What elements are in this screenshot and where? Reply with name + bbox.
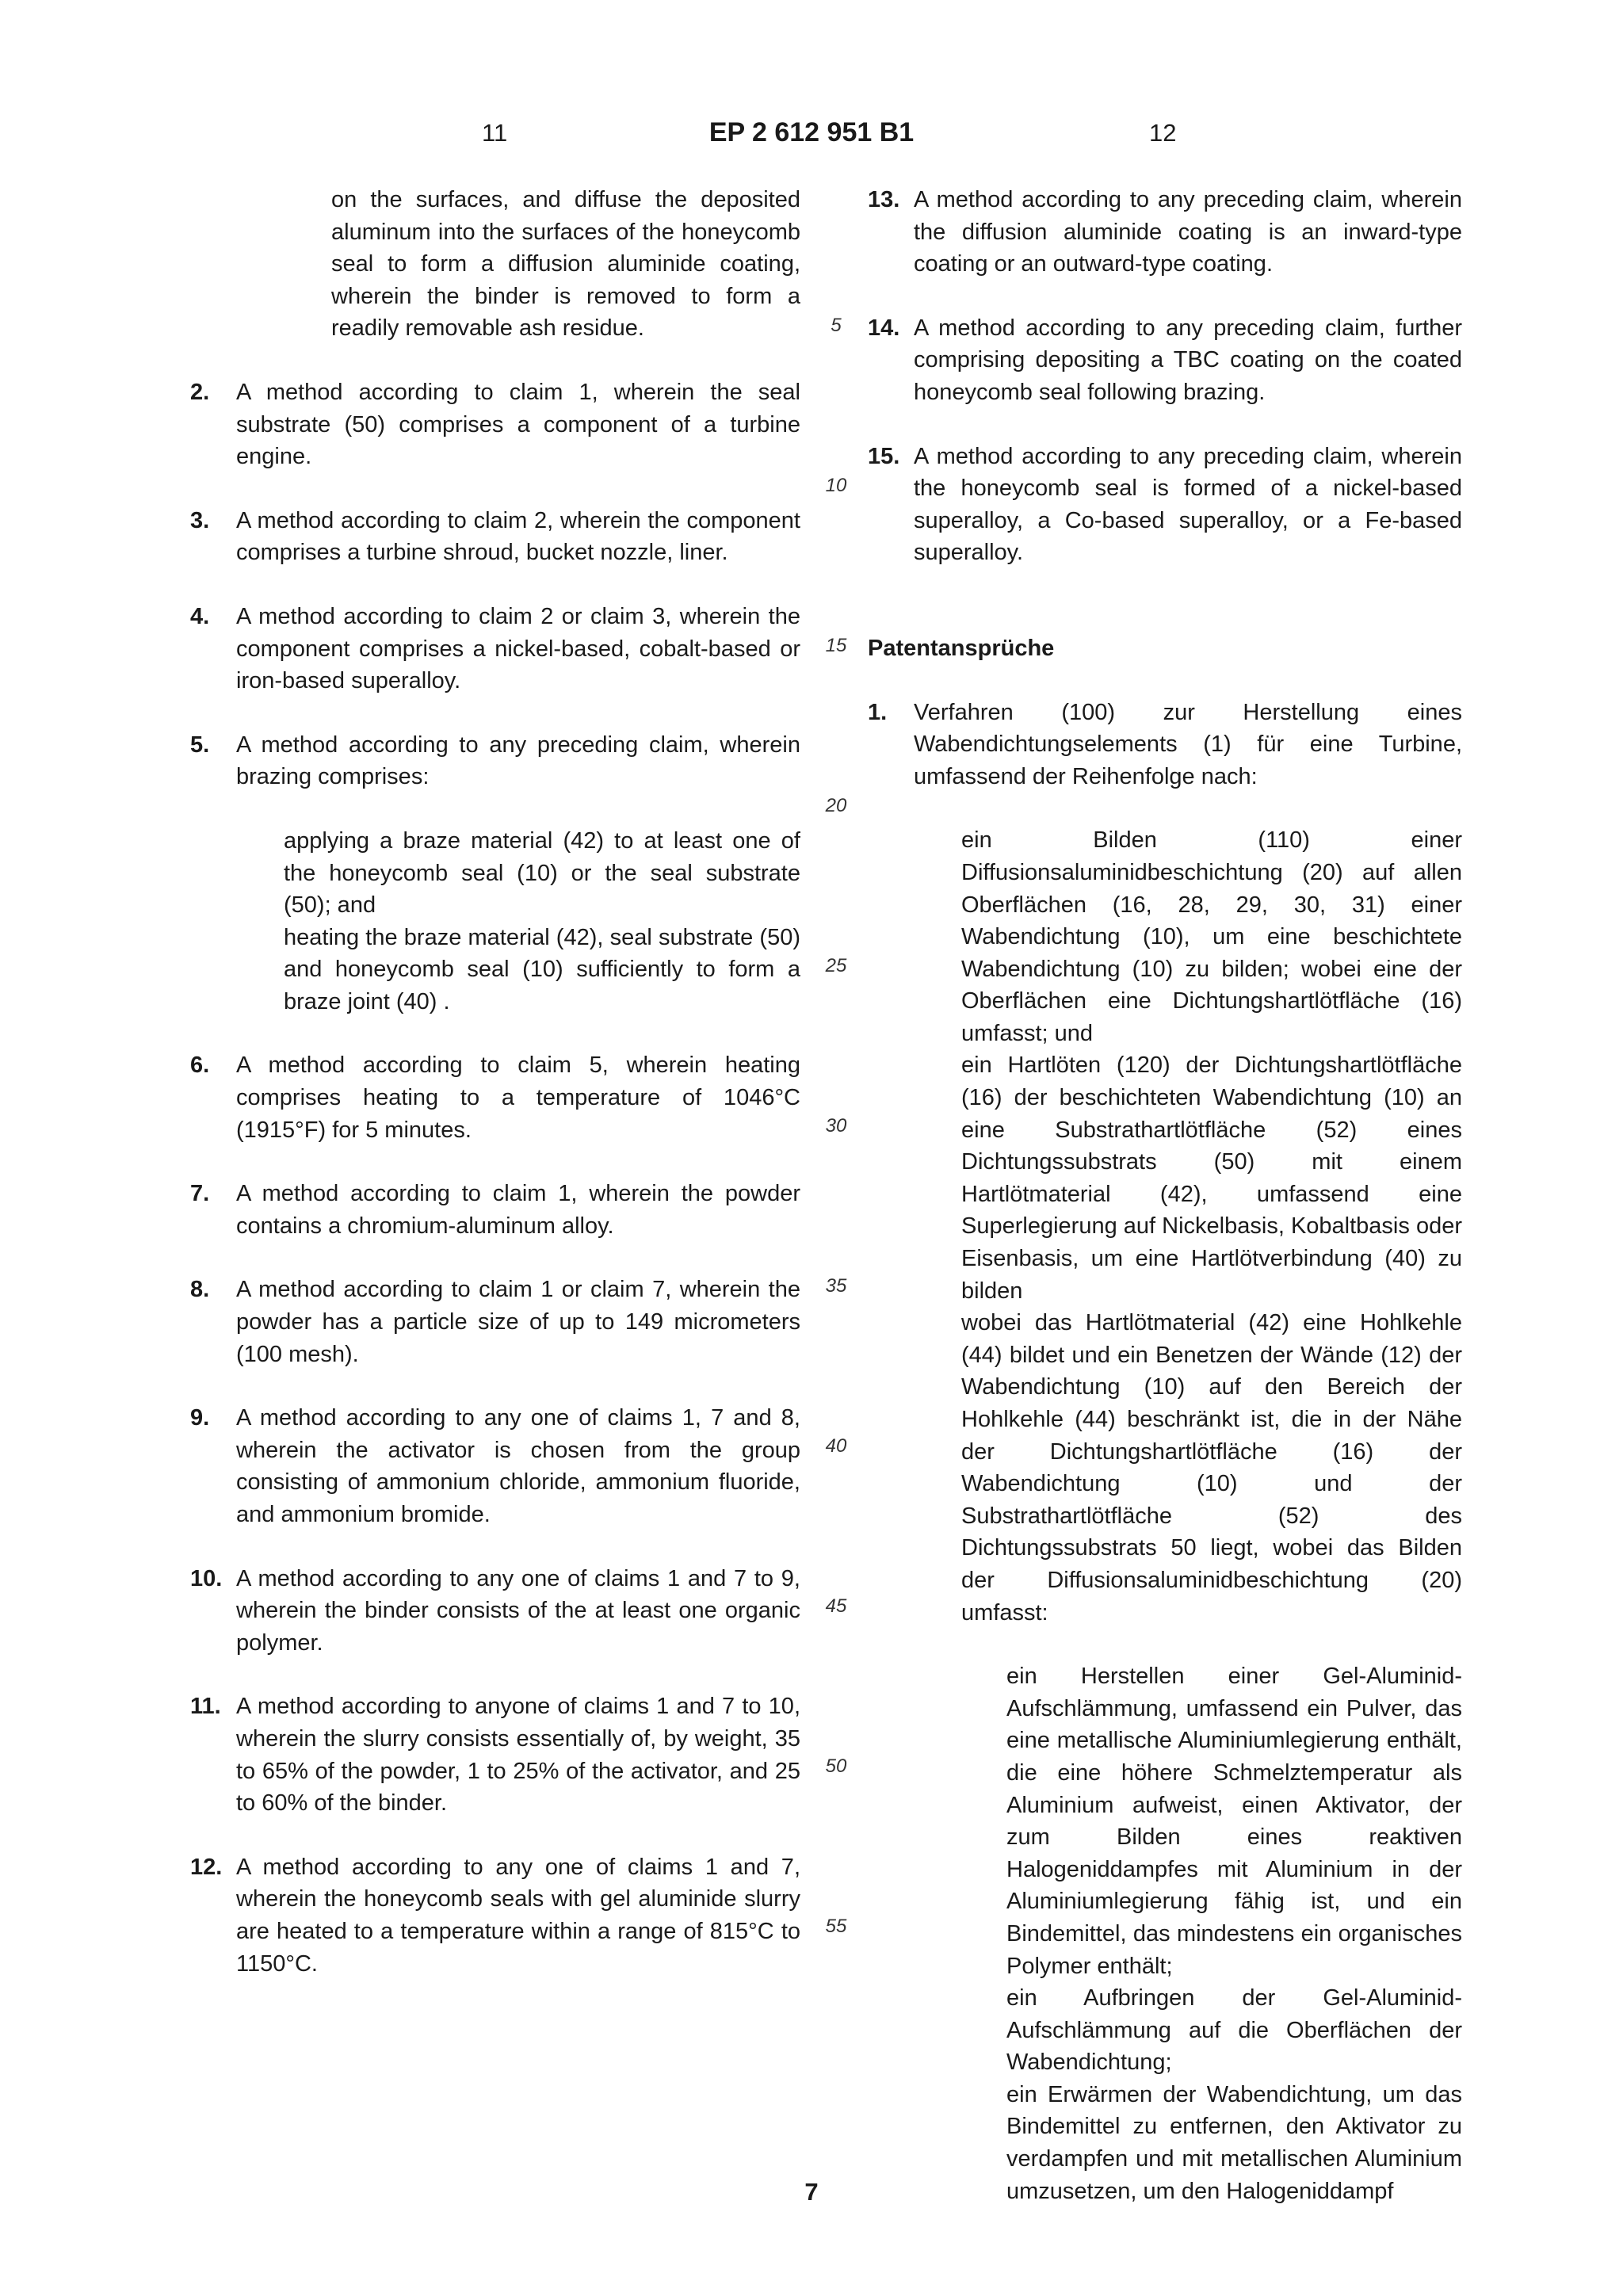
- claim-text: A method according to claim 2 or claim 3, wherein the component comprises a nickel-based, cobalt-based or iron-based superalloy.: [236, 603, 800, 694]
- claim-number: 5.: [190, 732, 210, 758]
- claim-number: 10.: [190, 1565, 223, 1591]
- line-number: 55: [825, 1916, 847, 1937]
- line-number: 5: [831, 315, 842, 336]
- claim-number: 2.: [190, 379, 210, 405]
- line-number: 45: [825, 1595, 847, 1617]
- claim-text: A method according to anyone of claims 1 and 7 to 10, wherein the slurry consists essentially of, by weight, 35 to 65% of the powder, 1 to 25% of the activator, and 25 to 60% of the binder.: [236, 1694, 800, 1817]
- line-number: 25: [825, 955, 847, 976]
- claim-14: [868, 312, 1462, 409]
- line-number: 20: [825, 795, 847, 816]
- german-claim-1: [868, 697, 1462, 793]
- claim-text: A method according to any preceding claim, further comprising depositing a TBC coating on the coated honeycomb seal following brazing.: [914, 315, 1462, 405]
- claim-4: [190, 601, 800, 697]
- claim-number: 9.: [190, 1405, 210, 1431]
- claim-11: [190, 1690, 800, 1819]
- german-substep-2: ein Aufbringen der Gel-Aluminid-Aufschlämmung auf die Oberflächen der Wabendichtung;: [1006, 1985, 1462, 2076]
- line-number: 35: [825, 1275, 847, 1297]
- claim-number: 6.: [190, 1052, 210, 1079]
- claim-text: A method according to any one of claims 1, 7 and 8, wherein the activator is chosen from the group consisting of ammonium chloride, ammonium fluoride, and ammonium bromide.: [236, 1405, 800, 1527]
- claim-text: A method according to any preceding claim, wherein brazing comprises:: [236, 732, 800, 790]
- claim-5-step-1: applying a braze material (42) to at least one of the honeycomb seal (10) or the seal substrate (50); and: [284, 827, 800, 919]
- claim-text: A method according to any preceding claim, wherein the diffusion aluminide coating is an inward-type coating or an outward-type coating.: [914, 187, 1462, 277]
- claim-9: [190, 1402, 800, 1530]
- german-claims-heading: Patentansprüche: [868, 635, 1055, 661]
- claim-number: 4.: [190, 603, 210, 629]
- left-column: [190, 184, 800, 1980]
- claim-7: [190, 1178, 800, 1242]
- german-substep-1: ein Herstellen einer Gel-Aluminid-Aufschlämmung, umfassend ein Pulver, das eine metallische Aluminiumlegierung enthält, die eine höhere Schmelztemperatur als Aluminium aufweist, einen Aktivator, der zum Bilden eines reaktiven Halogeniddampfes mit Aluminium in der Aluminiumlegierung fähig ist, und ein Bindemittel, das mindestens ein organisches Polymer enthält;: [1006, 1664, 1462, 1979]
- claim-text: A method according to any one of claims 1 and 7, wherein the honeycomb seals with gel aluminide slurry are heated to a temperature within a range of 815°C to 1150°C.: [236, 1854, 800, 1977]
- line-number: 15: [825, 635, 847, 656]
- german-step-3: wobei das Hartlötmaterial (42) eine Hohlkehle (44) bildet und ein Benetzen der Wände (12) der Wabendichtung (10) auf den Bereich der Hohlkehle (44) beschränkt ist, die in der Nähe der Dichtungshartlötfläche (16) der Wabendichtung (10) und der Substrathartlötfläche (52) des Dichtungssubstrats 50 liegt, wobei das Bilden der Diffusionsaluminidbeschichtung (20) umfasst:: [961, 1310, 1462, 1626]
- claim-10: [190, 1563, 800, 1660]
- claim-number: 14.: [868, 315, 900, 341]
- claim-5: [190, 729, 800, 793]
- claim-text: A method according to claim 1 or claim 7, wherein the powder has a particle size of up to 149 micrometers (100 mesh).: [236, 1277, 800, 1367]
- line-number: 50: [825, 1755, 847, 1777]
- claim-3: [190, 505, 800, 569]
- claim-number: 11.: [190, 1694, 221, 1720]
- line-number: 40: [825, 1435, 847, 1457]
- claim-text: A method according to any preceding claim, wherein the honeycomb seal is formed of a nickel-based superalloy, a Co-based superalloy, or a Fe-based superalloy.: [914, 443, 1462, 566]
- claim-number: 8.: [190, 1277, 210, 1303]
- claim-text: A method according to claim 1, wherein the powder contains a chromium-aluminum alloy.: [236, 1181, 800, 1239]
- claim-5-step-2: heating the braze material (42), seal substrate (50) and honeycomb seal (10) sufficiently to form a braze joint (40) .: [284, 924, 800, 1014]
- claim-continuation: on the surfaces, and diffuse the deposited aluminum into the surfaces of the honeycomb seal to form a diffusion aluminide coating, wherein the binder is removed to form a readily removable ash residue.: [331, 187, 800, 342]
- claim-number: 7.: [190, 1181, 210, 1207]
- claim-text: A method according to claim 5, wherein heating comprises heating to a temperature of 1046°C (1915°F) for 5 minutes.: [236, 1052, 800, 1143]
- line-number: 10: [825, 475, 847, 496]
- claim-15: [868, 441, 1462, 569]
- german-step-2: ein Hartlöten (120) der Dichtungshartlötfläche (16) der beschichteten Wabendichtung (10) an eine Substrathartlötfläche (52) eines Dichtungssubstrats (50) mit einem Hartlötmaterial (42), umfassend eine Superlegierung auf Nickelbasis, Kobaltbasis oder Eisenbasis, um eine Hartlötverbindung (40) zu bilden: [961, 1052, 1462, 1304]
- claim-text: A method according to claim 2, wherein the component comprises a turbine shroud, bucket nozzle, liner.: [236, 507, 800, 566]
- right-column: [868, 184, 1462, 2207]
- claim-number: 15.: [868, 443, 900, 469]
- claim-text: Verfahren (100) zur Herstellung eines Wabendichtungselements (1) für eine Turbine, umfassend der Reihenfolge nach:: [914, 699, 1462, 789]
- german-substep-3: ein Erwärmen der Wabendichtung, um das Bindemittel zu entfernen, den Aktivator zu verdampfen und mit metallischen Aluminium umzusetzen, um den Halogeniddampf: [1006, 2081, 1462, 2204]
- german-step-1: ein Bilden (110) einer Diffusionsaluminidbeschichtung (20) auf allen Oberflächen (16, 28, 29, 30, 31) einer Wabendichtung (10), um eine beschichtete Wabendichtung (10) zu bilden; wobei eine der Oberflächen eine Dichtungshartlötfläche (16) umfasst; und: [961, 827, 1462, 1046]
- claim-12: [190, 1851, 800, 1980]
- claim-number: 13.: [868, 187, 900, 212]
- line-number: 30: [825, 1115, 847, 1137]
- claim-number: 3.: [190, 507, 210, 533]
- page-number-footer: 7: [804, 2178, 819, 2206]
- right-page-number: 12: [1149, 119, 1177, 147]
- claim-6: [190, 1049, 800, 1146]
- claim-text: A method according to any one of claims 1 and 7 to 9, wherein the binder consists of the at least one organic polymer.: [236, 1565, 800, 1656]
- claim-text: A method according to claim 1, wherein the seal substrate (50) comprises a component of a turbine engine.: [236, 379, 800, 470]
- claim-2: [190, 376, 800, 473]
- claim-number: 1.: [868, 699, 888, 725]
- claim-13: [868, 184, 1462, 281]
- left-page-number: 11: [482, 119, 508, 147]
- claim-8: [190, 1274, 800, 1370]
- claim-number: 12.: [190, 1854, 223, 1880]
- document-number: EP 2 612 951 B1: [708, 117, 915, 147]
